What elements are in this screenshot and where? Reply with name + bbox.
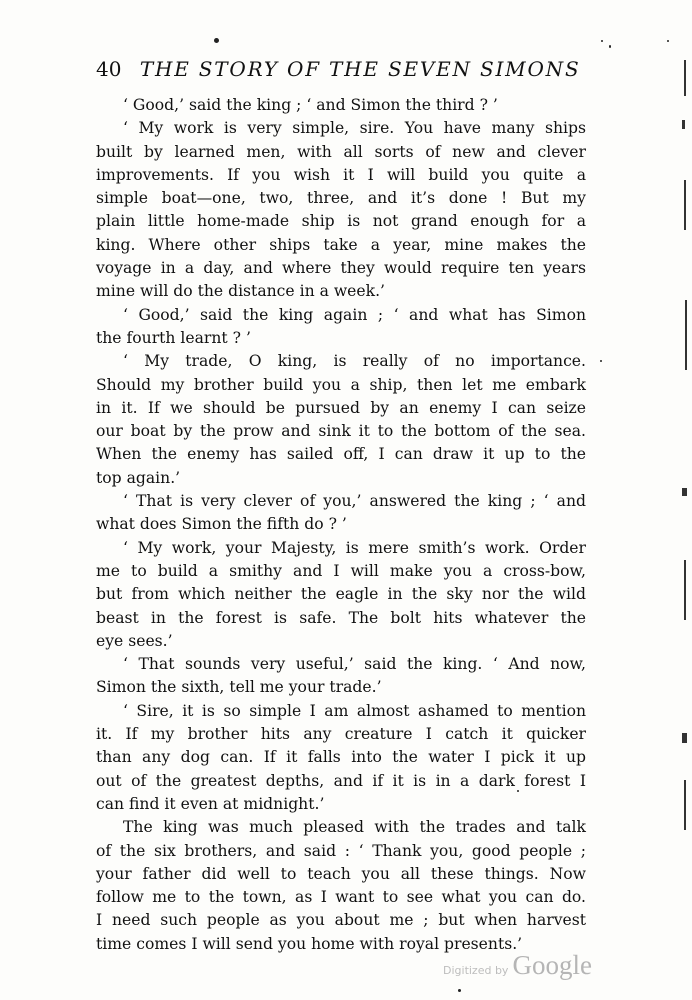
scan-edge-mark [682,120,685,129]
text-line: ‘ My work, your Majesty, is mere smith’s work. Order [123,538,586,557]
text-line: our boat by the prow and sink it to the bottom of the sea. [96,422,586,441]
text-line: eye sees.’ [96,631,173,650]
scan-speck [214,38,219,43]
text-line: ‘ That is very clever of you,’ answered the king ; ‘ and [123,492,586,511]
text-line: beast in the forest is safe. The bolt hits whatever the [96,608,586,627]
scan-edge-mark [684,780,686,830]
digitized-by-text: Digitized by [443,964,509,977]
text-line: Should my brother build you a ship, then let me embark [96,375,586,394]
text-line: the fourth learnt ? ’ [96,328,251,347]
text-line: simple boat—one, two, three, and it’s done ! But my [96,189,586,208]
scan-edge-mark [685,300,687,370]
text-line: king. Where other ships take a year, mine makes the [96,235,586,254]
scan-speck [667,40,669,42]
text-line: improvements. If you wish it I will build you quite a [96,165,586,184]
google-logo: Google [512,950,592,980]
text-line: mine will do the distance in a week.’ [96,282,385,301]
text-line: can find it even at midnight.’ [96,794,325,813]
scan-edge-mark [682,488,687,496]
text-line: voyage in a day, and where they would require ten years [96,259,586,278]
text-line: Simon the sixth, tell me your trade.’ [96,678,382,697]
text-line: me to build a smithy and I will make you a cross-bow, [96,561,586,580]
text-line: time comes I will send you home with royal presents.’ [96,934,523,953]
text-line: top again.’ [96,468,181,487]
text-line: The king was much pleased with the trades and talk [123,818,586,837]
scan-speck [458,989,461,992]
text-line: follow me to the town, as I want to see what you can do. [96,888,586,907]
scan-speck [600,360,602,362]
scan-speck [601,40,603,42]
text-line: ‘ My work is very simple, sire. You have many ships [123,119,586,138]
scan-edge-mark [684,180,686,230]
scan-edge-mark [684,560,686,620]
text-line: built by learned men, with all sorts of new and clever [96,142,586,161]
text-line: When the enemy has sailed off, I can draw it up to the [96,445,586,464]
text-line: out of the greatest depths, and if it is in a dark forest I [96,771,586,790]
digitized-watermark [443,950,592,982]
text-line: plain little home-made ship is not grand enough for a [96,212,586,231]
text-line: but from which neither the eagle in the sky nor the wild [96,585,586,604]
text-line: ‘ Good,’ said the king again ; ‘ and what has Simon [123,305,586,324]
text-line: what does Simon the fifth do ? ’ [96,515,347,534]
text-line: than any dog can. If it falls into the water I pick it up [96,748,586,767]
running-header [96,56,596,82]
scan-edge-mark [684,60,686,96]
scan-speck [609,45,611,48]
text-line: ‘ Sire, it is so simple I am almost ashamed to mention [123,701,586,720]
scan-edge-mark [682,733,687,743]
body-text [96,94,586,956]
text-line: it. If my brother hits any creature I catch it quicker [96,725,586,744]
text-line: your father did well to teach you all these things. Now [96,864,586,883]
text-line: ‘ Good,’ said the king ; ‘ and Simon the third ? ’ [123,96,498,114]
scan-speck [517,790,519,792]
text-line: ‘ That sounds very useful,’ said the king. ‘ And now, [123,655,586,674]
text-line: ‘ My trade, O king, is really of no importance. [123,352,586,371]
text-line: of the six brothers, and said : ‘ Thank you, good people ; [96,841,586,860]
text-line: in it. If we should be pursued by an enemy I can seize [96,398,586,417]
running-title: THE STORY OF THE SEVEN SIMONS [139,57,581,81]
page-number: 40 [96,57,122,81]
text-line: I need such people as you about me ; but when harvest [96,911,586,930]
